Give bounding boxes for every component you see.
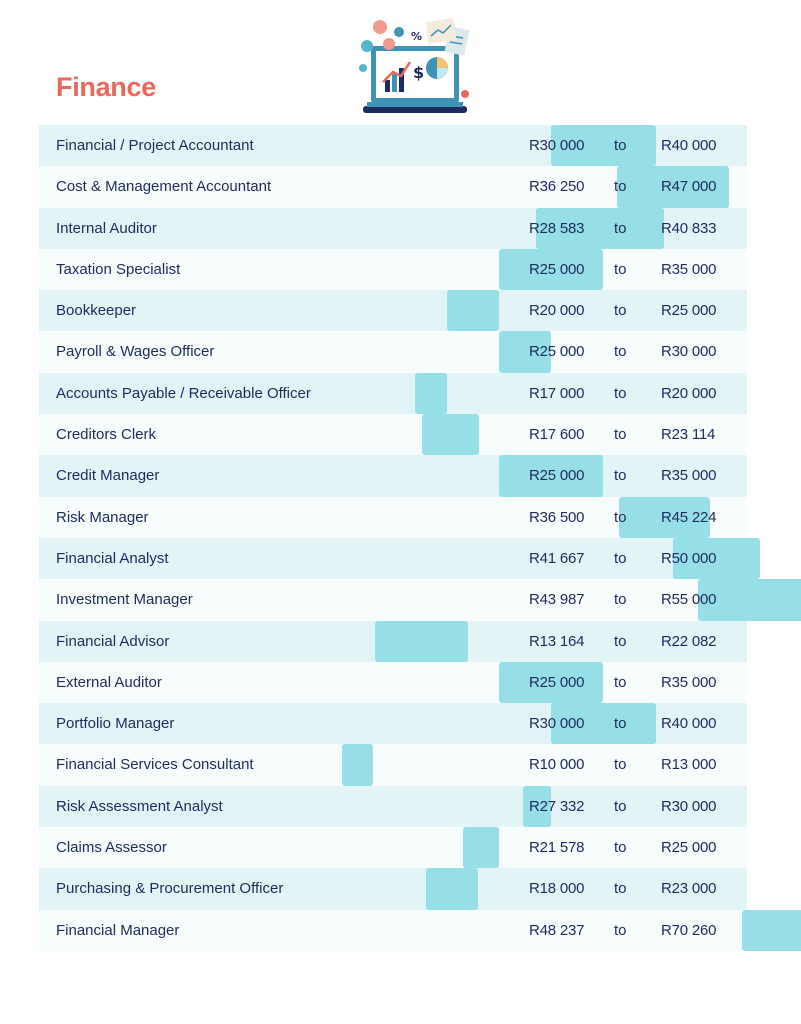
max-salary-label: R35 000 (661, 467, 717, 485)
max-salary-label: R40 000 (661, 137, 717, 154)
table-row (39, 703, 747, 744)
role-label: Financial Analyst (56, 549, 169, 567)
table-row (39, 579, 747, 620)
table-row (39, 910, 747, 951)
table-row (39, 125, 747, 166)
range-connector: to (614, 467, 627, 485)
range-connector: to (614, 632, 627, 650)
max-salary-label: R50 000 (661, 549, 717, 567)
table-row (39, 455, 747, 496)
role-label: Financial / Project Accountant (56, 137, 254, 154)
svg-text:$: $ (413, 63, 425, 82)
max-salary-label: R23 000 (661, 880, 717, 898)
min-salary-label: R17 600 (529, 426, 585, 444)
range-connector: to (614, 756, 627, 774)
table-row (39, 290, 747, 331)
table-row (39, 786, 747, 827)
table-row (39, 249, 747, 290)
table-row (39, 166, 747, 207)
max-salary-label: R47 000 (661, 178, 717, 196)
role-label: Financial Advisor (56, 632, 170, 650)
salary-range-bar (342, 744, 373, 785)
role-label: Accounts Payable / Receivable Officer (56, 384, 311, 402)
role-label: Risk Assessment Analyst (56, 797, 223, 815)
role-label: Credit Manager (56, 467, 160, 485)
role-label: Claims Assessor (56, 839, 167, 857)
role-label: Investment Manager (56, 591, 193, 609)
min-salary-label: R17 000 (529, 384, 585, 402)
table-row (39, 373, 747, 414)
salary-range-bar (463, 827, 499, 868)
salary-range-chart (39, 125, 747, 951)
table-row (39, 868, 747, 909)
range-connector: to (614, 715, 627, 733)
min-salary-label: R25 000 (529, 673, 585, 691)
max-salary-label: R20 000 (661, 384, 717, 402)
salary-range-bar (415, 373, 446, 414)
table-row (39, 331, 747, 372)
min-salary-label: R43 987 (529, 591, 585, 609)
max-salary-label: R25 000 (661, 302, 717, 320)
max-salary-label: R22 082 (661, 632, 717, 650)
role-label: Purchasing & Procurement Officer (56, 880, 284, 898)
role-label: Taxation Specialist (56, 260, 181, 278)
role-label: Financial Manager (56, 921, 180, 939)
range-connector: to (614, 797, 627, 815)
range-connector: to (614, 302, 627, 320)
range-connector: to (614, 591, 627, 609)
range-connector: to (614, 178, 627, 196)
salary-range-bar (422, 414, 480, 455)
range-connector: to (614, 384, 627, 402)
max-salary-label: R70 260 (661, 921, 717, 939)
page-title: Finance (56, 72, 156, 102)
max-salary-label: R25 000 (661, 839, 717, 857)
min-salary-label: R41 667 (529, 549, 585, 567)
laptop-finance-icon (355, 16, 475, 118)
role-label: Cost & Management Accountant (56, 178, 272, 196)
min-salary-label: R48 237 (529, 921, 585, 939)
range-connector: to (614, 921, 627, 939)
max-salary-label: R35 000 (661, 260, 717, 278)
role-label: Creditors Clerk (56, 426, 157, 444)
min-salary-label: R36 500 (529, 508, 585, 526)
table-row (39, 662, 747, 703)
table-row (39, 827, 747, 868)
min-salary-label: R10 000 (529, 756, 585, 774)
table-row (39, 744, 747, 785)
max-salary-label: R40 833 (661, 219, 717, 237)
range-connector: to (614, 880, 627, 898)
range-connector: to (614, 260, 627, 278)
min-salary-label: R30 000 (529, 137, 585, 154)
min-salary-label: R25 000 (529, 260, 585, 278)
table-row (39, 621, 747, 662)
max-salary-label: R45 224 (661, 508, 717, 526)
min-salary-label: R27 332 (529, 797, 585, 815)
role-label: Financial Services Consultant (56, 756, 254, 774)
max-salary-label: R35 000 (661, 673, 717, 691)
salary-range-bar (742, 910, 801, 951)
salary-range-bar (426, 868, 478, 909)
min-salary-label: R13 164 (529, 632, 585, 650)
min-salary-label: R21 578 (529, 839, 585, 857)
max-salary-label: R40 000 (661, 715, 717, 733)
range-connector: to (614, 508, 627, 526)
max-salary-label: R13 000 (661, 756, 717, 774)
min-salary-label: R20 000 (529, 302, 585, 320)
max-salary-label: R23 114 (661, 426, 716, 444)
min-salary-label: R18 000 (529, 880, 585, 898)
table-row (39, 414, 747, 455)
range-connector: to (614, 137, 627, 154)
svg-text:%: % (411, 30, 423, 43)
min-salary-label: R25 000 (529, 343, 585, 361)
range-connector: to (614, 219, 627, 237)
range-connector: to (614, 343, 627, 361)
salary-range-bar (447, 290, 499, 331)
min-salary-label: R25 000 (529, 467, 585, 485)
max-salary-label: R55 000 (661, 591, 717, 609)
table-row (39, 208, 747, 249)
min-salary-label: R30 000 (529, 715, 585, 733)
role-label: External Auditor (56, 673, 162, 691)
table-row (39, 497, 747, 538)
range-connector: to (614, 549, 627, 567)
role-label: Payroll & Wages Officer (56, 343, 215, 361)
role-label: Risk Manager (56, 508, 149, 526)
min-salary-label: R28 583 (529, 219, 585, 237)
max-salary-label: R30 000 (661, 343, 717, 361)
table-row (39, 538, 747, 579)
role-label: Internal Auditor (56, 219, 157, 237)
min-salary-label: R36 250 (529, 178, 585, 196)
role-label: Portfolio Manager (56, 715, 175, 733)
range-connector: to (614, 673, 627, 691)
max-salary-label: R30 000 (661, 797, 717, 815)
range-connector: to (614, 839, 627, 857)
role-label: Bookkeeper (56, 302, 137, 320)
range-connector: to (614, 426, 627, 444)
salary-range-bar (375, 621, 468, 662)
